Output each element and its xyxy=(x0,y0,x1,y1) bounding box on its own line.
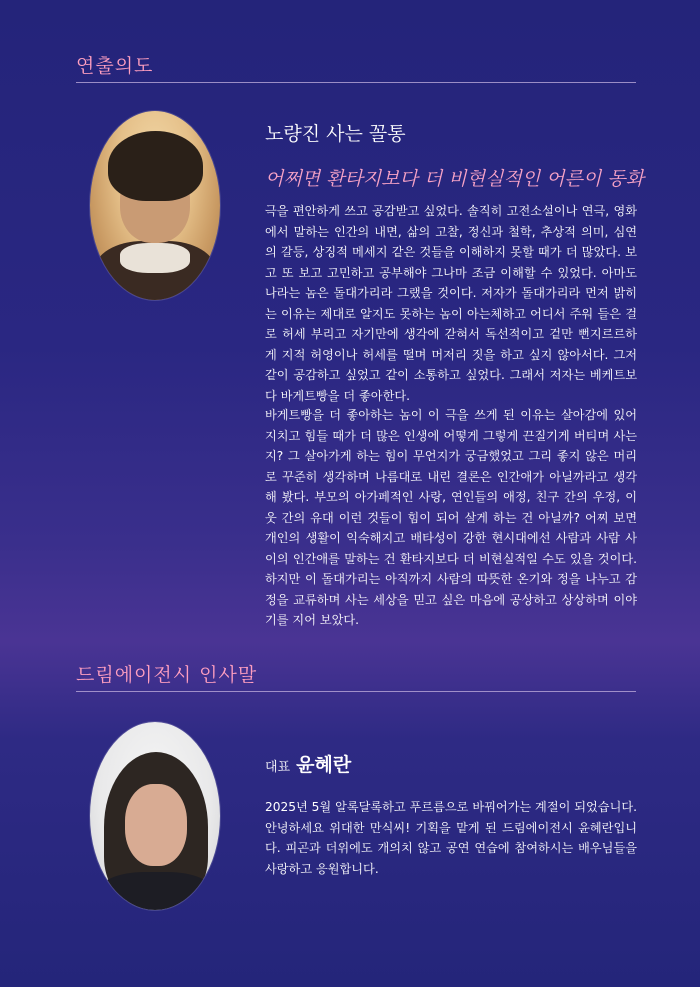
director-paragraph-1: 극을 편안하게 쓰고 공감받고 싶었다. 솔직히 고전소설이나 연극, 영화에서 말하는 인간의 내면, 삶의 고찰, 정신과 철학, 추상적 의미, 심연의 갈등, 상징적 메세지 같은 것들을 이해하지 못할 때가 더 많았다. 보고 또 보고 고민하고 공부해야 그나마 조금 이해할 수 있었다. 아마도 나라는 놈은 돌대가리라 그랬을 것이다. 저자가 돌대가리라 먼저 밝히는 이유는 제대로 알지도 못하는 놈이 아는체하고 어디서 주워 들은 걸로 허세 부리고 자기만에 생각에 갇혀서 독선적이고 겉만 뻔지르르하게 지적 허영이나 허세를 떨며 머저리 짓을 하고 싶지 않아서다. 그저 같이 공감하고 싶었고 같이 소통하고 싶었다. 그래서 저자는 베케트보다 바게트빵을 더 좋아한다. xyxy=(265,204,637,403)
ceo-name: 윤혜란 xyxy=(296,754,352,776)
director-portrait xyxy=(90,111,220,300)
divider xyxy=(76,691,636,692)
director-subtitle: 어쩌면 환타지보다 더 비현실적인 어른이 동화 xyxy=(265,168,644,190)
director-name: 노량진 사는 꼴통 xyxy=(265,123,406,145)
ceo-portrait xyxy=(90,722,220,910)
ceo-paragraph: 2025년 5월 알록달록하고 푸르름으로 바꿔어가는 계절이 되었습니다. 안녕하세요 위대한 만식씨! 기획을 맡게 된 드림에이전시 윤혜란입니다. 피곤과 더위에도 개의치 않고 공연 연습에 참여하시는 배우님들을 사랑하고 응원합니다. xyxy=(265,800,637,876)
ceo-role: 대표 xyxy=(265,760,291,775)
divider xyxy=(76,82,636,83)
director-paragraph-2: 바게트빵을 더 좋아하는 놈이 이 극을 쓰게 된 이유는 살아감에 있어 지치고 힘들 때가 더 많은 인생에 어떻게 그렇게 끈질기게 버티며 사는지? 그 살아가게 하는 힘이 무언지가 궁금했었고 그리 좋지 않은 머리로 꾸준히 생각하며 나름대로 내린 결론은 인간애가 아닐까라고 생각해 봤다. 부모의 아가페적인 사랑, 연인들의 애정, 친구 간의 우정, 이웃 간의 유대 이런 것들이 힘이 되어 살게 하는 건 아닐까? 어찌 보면 개인의 생활이 익숙해지고 배타성이 강한 현시대에선 사람과 사람 사이의 인간애를 말하는 건 환타지보다 더 비현실적일 수도 있을 것이다. 하지만 이 돌대가리는 아직까지 사람의 따뜻한 온기와 정을 나누고 감정을 교류하며 사는 세상을 믿고 싶은 마음에 공상하고 상상하며 이야기를 지어 보았다. xyxy=(265,408,637,627)
section-title: 드림에이전시 인사말 xyxy=(76,664,258,686)
section-title: 연출의도 xyxy=(76,55,154,77)
ceo-heading xyxy=(265,750,351,777)
